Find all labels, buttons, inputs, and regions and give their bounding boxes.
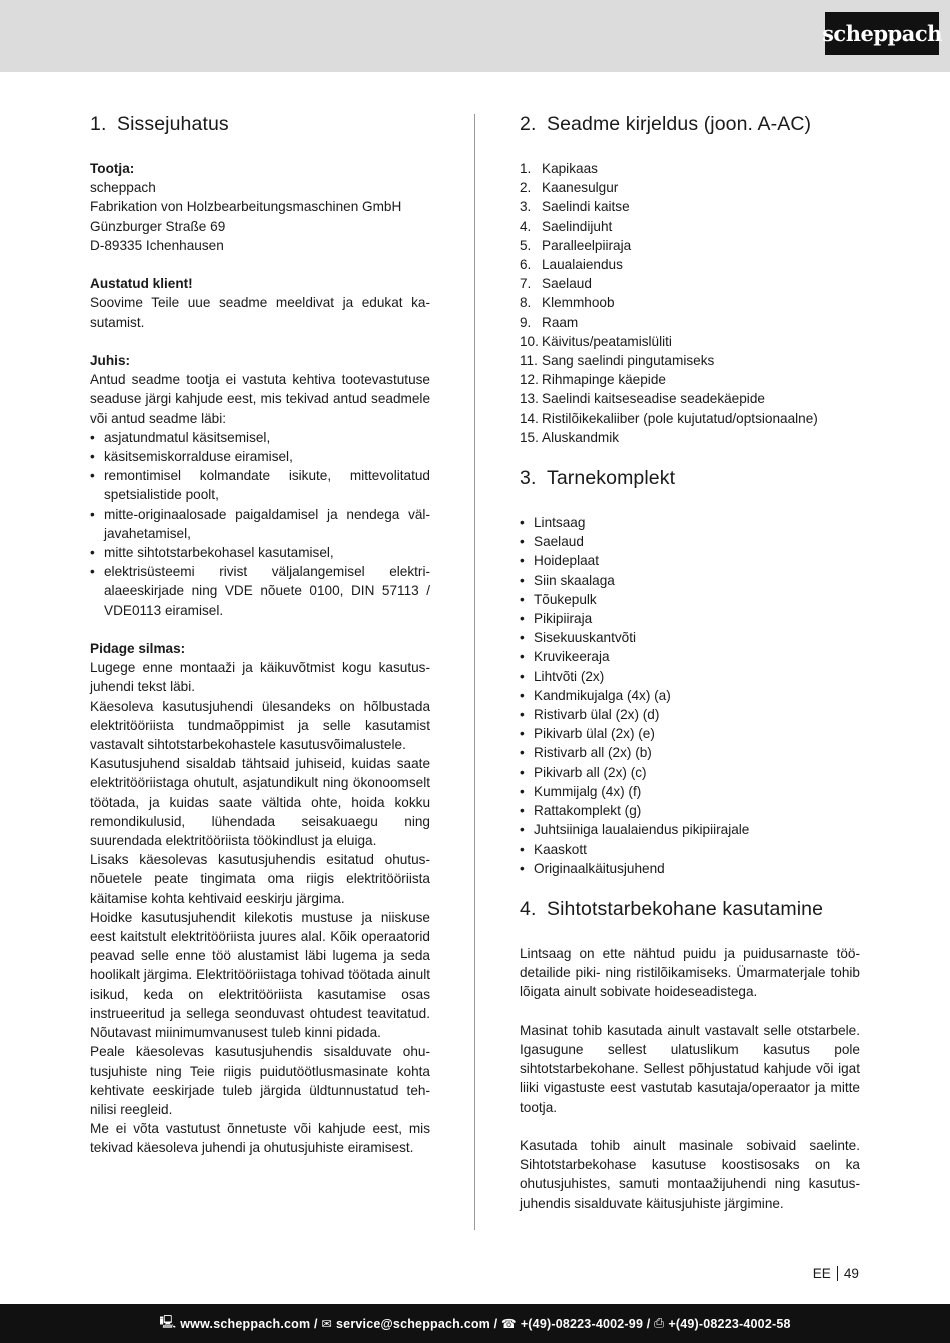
footer-website[interactable]: www.scheppach.com / xyxy=(180,1316,318,1331)
list-item: • Siin skaalaga xyxy=(520,571,860,590)
list-item: 1. Kapikaas xyxy=(520,161,598,176)
section-title: Seadme kirjeldus (joon. A-AC) xyxy=(547,113,812,135)
customer-label: Austatud klient! xyxy=(90,276,193,292)
left-column xyxy=(90,110,430,1158)
scheppach-logo: scheppach xyxy=(825,12,939,55)
computer-icon: 🖳 xyxy=(159,1315,177,1329)
paragraph: Lintsaag on ette nähtud puidu ja puidusarnaste töödetailide piki- ning ristilõikamiseks. Ümarmaterjale tohib lõigata ainult sobivate hoideseadistega. xyxy=(520,945,860,1000)
note-bullet-list xyxy=(90,428,430,620)
list-item: 5. Paralleelpiiraja xyxy=(520,237,632,253)
footer-email[interactable]: service@scheppach.com / xyxy=(336,1316,498,1331)
list-item: 10. Käivitus/peatamislüliti xyxy=(520,333,672,349)
list-item: • asjatundmatul käsitsemisel, xyxy=(90,428,430,447)
list-item: • mitte sihtotstarbekohasel kasutamisel, xyxy=(90,543,430,562)
list-item: • Pikivarb ülal (2x) (e) xyxy=(520,724,860,743)
phone-icon: ☎ xyxy=(501,1317,517,1331)
list-item: 15. Aluskandmik xyxy=(520,429,620,445)
section-title: Sihtotstarbekohane kasutamine xyxy=(547,897,824,920)
list-item: • Kummijalg (4x) (f) xyxy=(520,782,860,801)
list-item: • Juhtsiiniga laualaiendus pikipiirajale xyxy=(520,820,860,839)
header-band xyxy=(0,0,950,72)
paragraph: Lisaks käesolevas kasutusjuhendis esitatud ohutusnõuetele peate tingimata oma riigis elektritööriista käitamise kohta kehtivaid eeskirju järgima. xyxy=(90,852,430,906)
list-item: • Sisekuuskantvõti xyxy=(520,628,860,647)
section-number: 1. xyxy=(90,113,107,135)
manufacturer-line: D-89335 Ichenhausen xyxy=(90,237,224,253)
list-item: • Kaaskott xyxy=(520,840,860,859)
list-item: • käsitsemiskorralduse eiramisel, xyxy=(90,447,430,466)
parts-list xyxy=(520,159,860,447)
section-4-heading xyxy=(520,895,860,923)
list-item: 4. Saelindijuht xyxy=(520,218,613,234)
list-item: 9. Raam xyxy=(520,314,579,330)
paragraph: Kasutusjuhend sisaldab tähtsaid juhiseid, kuidas saate elektritööriistaga ohutult, asjatundikult ning ökonoomselt töötada, ja kuidas saate vältida ohte, hoida kokku remondikulusid, lühendada seisakuaegu ning suurendada elektritööriista töökindlust ja eluiga. xyxy=(90,756,430,849)
customer-text: Soovime Teile uue seadme meeldivat ja edukat kasutamist. xyxy=(90,295,430,330)
list-item: • Originaalkäitusjuhend xyxy=(520,859,860,878)
list-item: • Saelaud xyxy=(520,532,860,551)
paragraph: Käesoleva kasutusjuhendi ülesandeks on hõlbustada elektritööriista tundmaõppimist ja selle kasutamist vastavalt sihtotstarbekohastele kasutusvõimalustele. xyxy=(90,698,430,753)
section-title: Tarnekomplekt xyxy=(547,467,676,490)
paragraph: Me ei võta vastutust õnnetuste või kahjude eest, mis tekivad käesoleva juhendi ja ohutusjuhiste eiramisest. xyxy=(90,1121,430,1156)
paragraph: Lugege enne montaaži ja käikuvõtmist kogu kasutusjuhendi tekst läbi. xyxy=(90,660,430,695)
note-text: Antud seadme tootja ei vastuta kehtiva tootevastutuse seaduse järgi kahjude eest, mis tekivad antud seadmele või antud seadme läbi: xyxy=(90,372,430,426)
section-title: Sissejuhatus xyxy=(117,113,229,135)
section-3-heading xyxy=(520,464,860,492)
list-item: 3. Saelindi kaitse xyxy=(520,199,630,215)
section-number: 4. xyxy=(520,897,537,920)
manufacturer-line: scheppach xyxy=(90,180,156,196)
mail-icon: ✉ xyxy=(321,1317,333,1331)
list-item: • elektrisüsteemi rivist väljalangemisel elektrialaeeskirjade ning VDE nõuete 0100, DIN 57113 / VDE0113 eiramisel. xyxy=(90,562,430,620)
list-item: 14. Ristilõikekaliiber (pole kujutatud/optsionaalne) xyxy=(520,410,818,426)
list-item: • Pikipiiraja xyxy=(520,609,860,628)
right-column xyxy=(520,110,860,1213)
language-code: EE xyxy=(812,1266,831,1281)
fax-icon: ⎙ xyxy=(654,1316,665,1330)
list-item: • Pikivarb all (2x) (c) xyxy=(520,763,860,782)
list-item: • Tõukepulk xyxy=(520,590,860,609)
note-label: Juhis: xyxy=(90,353,131,368)
footer-bar xyxy=(0,1304,950,1343)
manufacturer-line: Fabrikation von Holzbearbeitungsmaschinen GmbH xyxy=(90,199,402,215)
list-item: 2. Kaanesulgur xyxy=(520,180,619,196)
list-item: • Ristivarb all (2x) (b) xyxy=(520,743,860,762)
column-divider xyxy=(474,114,475,1230)
list-item: 6. Laualaiendus xyxy=(520,257,623,273)
list-item: • Ristivarb ülal (2x) (d) xyxy=(520,705,860,724)
list-item: • Lihtvõti (2x) xyxy=(520,667,860,686)
section-1-heading xyxy=(90,110,430,138)
footer-phone: +(49)-08223-4002-99 / xyxy=(520,1316,651,1331)
manufacturer-line: Günzburger Straße 69 xyxy=(90,218,226,234)
list-item: 8. Klemmhoob xyxy=(520,295,615,311)
page-number-value: 49 xyxy=(843,1266,859,1281)
section-number: 2. xyxy=(520,113,537,135)
section-2-heading xyxy=(520,110,860,138)
delivery-list xyxy=(520,513,860,878)
page-number-separator xyxy=(837,1266,838,1281)
paragraph: Hoidke kasutusjuhendit kilekotis mustuse ja niiskuse eest kaitstult elektritööriista juures alal. Kõik operaatorid peavad selle enne töö alustamist läbi lugema ja seda hoolikalt järgima. Elektritööriistaga tohivad töötada ainult isikud, keda on elektritööriista kasutamise osas instrueeritud ja sellega seonduvast ohtudest teavitatud. Nõutavast miinimumvanusest tuleb kinni pidada. xyxy=(90,909,430,1041)
list-item: • Hoideplaat xyxy=(520,551,860,570)
list-item: • mitte-originaalosade paigaldamisel ja nendega väljavahetamisel, xyxy=(90,505,430,543)
manufacturer-label: Tootja: xyxy=(90,161,135,176)
footer-fax: +(49)-08223-4002-58 xyxy=(668,1316,791,1331)
list-item: • Lintsaag xyxy=(520,513,860,532)
list-item: 7. Saelaud xyxy=(520,276,592,292)
list-item: • Kandmikujalga (4x) (a) xyxy=(520,686,860,705)
list-item: • remontimisel kolmandate isikute, mittevolitatud spetsialistide poolt, xyxy=(90,466,430,504)
list-item: 12. Rihmapinge käepide xyxy=(520,372,666,388)
list-item: • Rattakomplekt (g) xyxy=(520,801,860,820)
section-number: 3. xyxy=(520,467,537,490)
paragraph: Peale käesolevas kasutusjuhendis sisalduvate ohutusjuhiste ning Teie riigis puidutöötlusmasinate kohta kehtivate eeskirjade tuleb järgida üldtunnustatud tehnilisi reegleid. xyxy=(90,1044,430,1117)
attention-label: Pidage silmas: xyxy=(90,641,186,657)
list-item: 11. Sang saelindi pingutamiseks xyxy=(520,353,715,369)
paragraph: Masinat tohib kasutada ainult vastavalt selle otstarbele. Igasugune sellest ulatuslikum kasutus pole sihtotstarbekohane. Sellest põhjustatud kahjude või igat liiki vigastuste eest vastutab kasutaja/operaator ja mitte tootja. xyxy=(520,1022,860,1115)
page-number xyxy=(813,1266,859,1281)
list-item: 13. Saelindi kaitseseadise seadekäepide xyxy=(520,391,765,407)
paragraph: Kasutada tohib ainult masinale sobivaid saelinte. Sihtotstarbekohase kasutuse koostisosaks on ka ohutusjuhistes, samuti montaažijuhendi ning kasutusjuhendis sisalduvate käitusjuhiste järgimine. xyxy=(520,1137,860,1211)
list-item: • Kruvikeeraja xyxy=(520,647,860,666)
